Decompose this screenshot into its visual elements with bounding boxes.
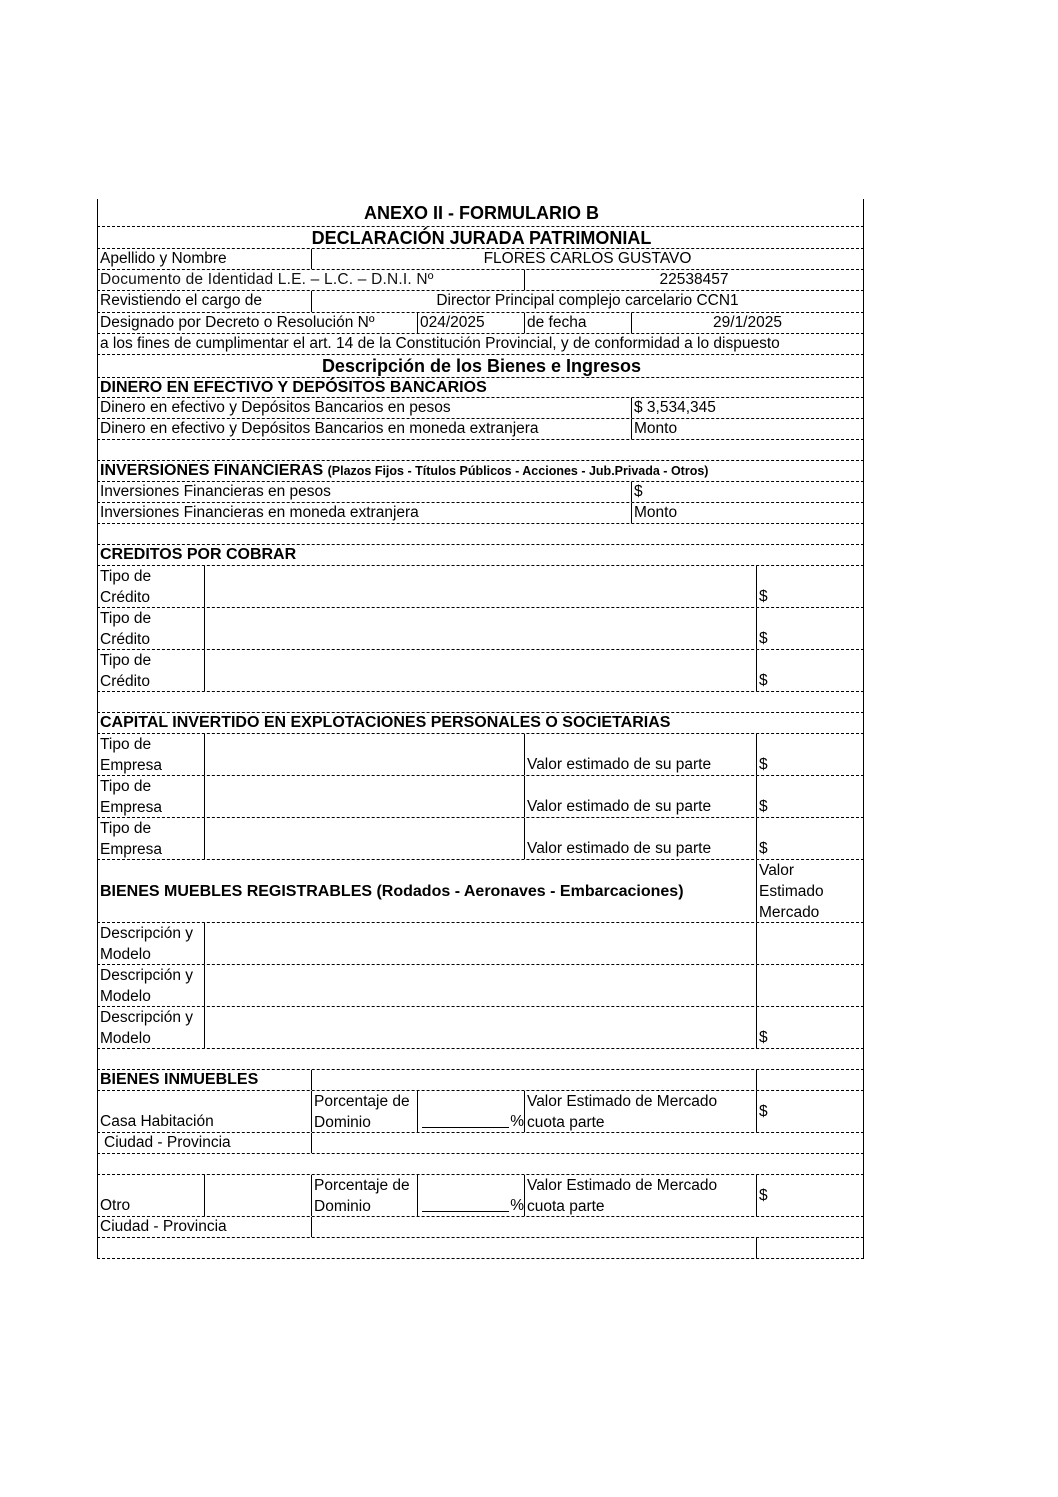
mueble-field[interactable]: [204, 965, 756, 1006]
cargo-label: Revistiendo el cargo de: [100, 292, 262, 309]
creditos-title: CREDITOS POR COBRAR: [100, 546, 297, 563]
inversiones-title: INVERSIONES FINANCIERAS: [100, 462, 324, 479]
empresa-currency[interactable]: $: [756, 776, 863, 817]
porcentaje-field[interactable]: [417, 1175, 524, 1216]
mueble-field[interactable]: [204, 1007, 756, 1048]
empty-cell: [756, 1070, 863, 1090]
fines-row: [97, 334, 864, 355]
cargo-row: [97, 291, 864, 313]
credito-row: [97, 608, 864, 650]
valor-mercado-label: Valor Estimado de Mercado cuota parte: [524, 1175, 756, 1216]
ciudad-row: [97, 1217, 864, 1238]
muebles-header-row: [97, 860, 864, 923]
empresa-field[interactable]: [204, 776, 524, 817]
inversiones-extranjera-field[interactable]: Monto: [631, 503, 863, 523]
empresa-field[interactable]: [204, 818, 524, 859]
inmueble-row: [97, 1175, 864, 1217]
apellido-row: [97, 249, 864, 270]
credito-row: [97, 566, 864, 608]
inmueble-currency[interactable]: $: [756, 1175, 863, 1216]
documento-field[interactable]: 22538457: [524, 270, 863, 290]
porcentaje-label: Porcentaje de Dominio: [311, 1091, 417, 1132]
empresa-label: Tipo de Empresa: [100, 736, 163, 774]
fines-text: a los fines de cumplimentar el art. 14 de la Constitución Provincial, y de conformidad a lo dispuesto: [100, 335, 780, 352]
porcentaje-underline: [422, 1113, 509, 1128]
apellido-field[interactable]: FLORES CARLOS GUSTAVO: [311, 249, 863, 269]
inmuebles-header-row: [97, 1070, 864, 1091]
final-row: [97, 1238, 864, 1259]
mueble-row: [97, 1007, 864, 1049]
muebles-valor-header: Valor Estimado Mercado: [756, 860, 846, 922]
mueble-label: Descripción y Modelo: [100, 925, 194, 963]
dinero-title: DINERO EN EFECTIVO Y DEPÓSITOS BANCARIOS: [100, 379, 487, 396]
mueble-label: Descripción y Modelo: [100, 1009, 194, 1047]
ciudad-label: Ciudad - Provincia: [104, 1134, 231, 1151]
ciudad-field[interactable]: [311, 1133, 863, 1153]
porcentaje-field[interactable]: [417, 1091, 524, 1132]
credito-field[interactable]: [204, 608, 756, 649]
empresa-field[interactable]: [204, 734, 524, 775]
decreto-label: Designado por Decreto o Resolución Nº: [100, 314, 375, 331]
credito-field[interactable]: [204, 566, 756, 607]
spacer-row: [97, 1049, 864, 1070]
credito-label: Tipo de Crédito: [100, 610, 152, 648]
subtitle-row: [97, 227, 864, 249]
inmueble-label: Casa Habitación: [100, 1113, 214, 1130]
inmueble-otro-field[interactable]: [204, 1175, 311, 1216]
inmueble-label: Otro: [100, 1197, 131, 1214]
dinero-extranjera-field[interactable]: Monto: [631, 419, 863, 439]
inversiones-note: (Plazos Fijos - Títulos Públicos - Acciones - Jub.Privada - Otros): [327, 464, 709, 478]
dinero-pesos-label: Dinero en efectivo y Depósitos Bancarios en pesos: [100, 399, 451, 416]
empresa-label: Tipo de Empresa: [100, 778, 163, 816]
credito-currency[interactable]: $: [756, 608, 863, 649]
capital-row: [97, 818, 864, 860]
mueble-field[interactable]: [204, 923, 756, 964]
inversiones-extranjera-label: Inversiones Financieras en moneda extranjera: [100, 504, 419, 521]
dinero-header-row: [97, 378, 864, 398]
porcentaje-underline: [422, 1197, 509, 1212]
porcentaje-label: Porcentaje de Dominio: [311, 1175, 417, 1216]
fecha-field[interactable]: 29/1/2025: [631, 313, 863, 333]
inmuebles-title: BIENES INMUEBLES: [100, 1071, 259, 1088]
dinero-extranjera-label: Dinero en efectivo y Depósitos Bancarios en moneda extranjera: [100, 420, 539, 437]
valor-parte-label: Valor estimado de su parte: [524, 734, 756, 775]
inversiones-pesos-row: [97, 482, 864, 503]
valor-mercado-label: Valor Estimado de Mercado cuota parte: [524, 1091, 756, 1132]
mueble-currency[interactable]: [756, 923, 863, 964]
decreto-field[interactable]: 024/2025: [417, 313, 524, 333]
credito-currency[interactable]: $: [756, 566, 863, 607]
documento-row: [97, 270, 864, 291]
decreto-row: [97, 313, 864, 334]
empresa-currency[interactable]: $: [756, 734, 863, 775]
inversiones-header-row: [97, 461, 864, 482]
capital-row: [97, 776, 864, 818]
spacer-row: [97, 524, 864, 545]
documento-label: Documento de Identidad L.E. – L.C. – D.N.I. Nº: [100, 271, 434, 288]
dinero-pesos-row: [97, 398, 864, 419]
declaration-form: [97, 199, 864, 1259]
title-row: [97, 199, 864, 227]
valor-parte-label: Valor estimado de su parte: [524, 776, 756, 817]
percent-sign: %: [510, 1113, 524, 1130]
mueble-row: [97, 923, 864, 965]
credito-label: Tipo de Crédito: [100, 652, 152, 690]
inversiones-extranjera-row: [97, 503, 864, 524]
dinero-pesos-field[interactable]: $ 3,534,345: [631, 398, 863, 418]
form-subtitle: DECLARACIÓN JURADA PATRIMONIAL: [311, 228, 652, 248]
mueble-currency[interactable]: $: [756, 1007, 863, 1048]
capital-header-row: [97, 713, 864, 734]
fecha-label: de fecha: [524, 313, 631, 333]
spacer-row: [97, 440, 864, 461]
credito-field[interactable]: [204, 650, 756, 691]
capital-row: [97, 734, 864, 776]
percent-sign: %: [510, 1197, 524, 1214]
creditos-header-row: [97, 545, 864, 566]
spacer-row: [97, 1154, 864, 1175]
mueble-currency[interactable]: [756, 965, 863, 1006]
apellido-label: Apellido y Nombre: [100, 250, 227, 267]
cargo-field[interactable]: Director Principal complejo carcelario CCN1: [311, 291, 863, 312]
inversiones-title-cell: [98, 461, 863, 481]
dinero-extranjera-row: [97, 419, 864, 440]
empty-cell: [311, 1070, 524, 1090]
valor-parte-label: Valor estimado de su parte: [524, 818, 756, 859]
mueble-row: [97, 965, 864, 1007]
inmueble-currency[interactable]: $: [756, 1091, 863, 1132]
inmueble-row: [97, 1091, 864, 1133]
ciudad-label: Ciudad - Provincia: [100, 1218, 227, 1235]
descripcion-row: [97, 355, 864, 378]
form-title: ANEXO II - FORMULARIO B: [364, 203, 599, 223]
empresa-currency[interactable]: $: [756, 818, 863, 859]
credito-currency[interactable]: $: [756, 650, 863, 691]
muebles-title: BIENES MUEBLES REGISTRABLES (Rodados - Aeronaves - Embarcaciones): [100, 883, 684, 900]
capital-title: CAPITAL INVERTIDO EN EXPLOTACIONES PERSONALES O SOCIETARIAS: [100, 714, 671, 731]
ciudad-row: [97, 1133, 864, 1154]
credito-row: [97, 650, 864, 692]
credito-label: Tipo de Crédito: [100, 568, 152, 606]
empresa-label: Tipo de Empresa: [100, 820, 163, 858]
inversiones-pesos-field[interactable]: $: [631, 482, 863, 502]
spacer-row: [97, 692, 864, 713]
mueble-label: Descripción y Modelo: [100, 967, 194, 1005]
empty-cell: [756, 1238, 863, 1258]
descripcion-title: Descripción de los Bienes e Ingresos: [321, 356, 642, 376]
ciudad-field[interactable]: [311, 1217, 863, 1237]
inversiones-pesos-label: Inversiones Financieras en pesos: [100, 483, 331, 500]
